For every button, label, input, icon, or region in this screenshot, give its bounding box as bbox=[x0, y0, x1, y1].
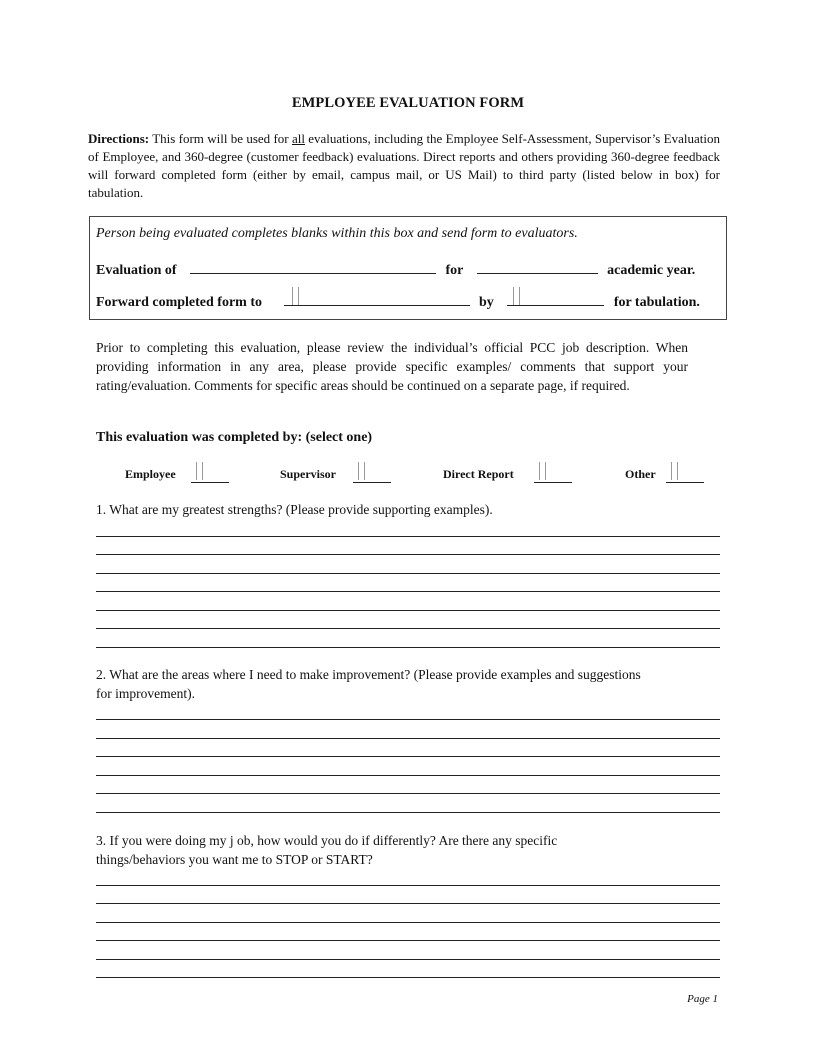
answer-line[interactable] bbox=[96, 738, 720, 739]
evaluation-of-label: Evaluation of bbox=[96, 263, 177, 278]
answer-line[interactable] bbox=[96, 885, 720, 886]
answer-line[interactable] bbox=[96, 812, 720, 813]
option-other bbox=[625, 467, 656, 482]
option-other-checkbox[interactable] bbox=[666, 462, 704, 483]
answer-line[interactable] bbox=[96, 628, 720, 629]
academic-year-blank[interactable] bbox=[477, 259, 598, 274]
answer-line[interactable] bbox=[96, 903, 720, 904]
option-supervisor-label: Supervisor bbox=[280, 467, 337, 481]
answer-line[interactable] bbox=[96, 940, 720, 941]
question-1: 1. What are my greatest strengths? (Please provide supporting examples). bbox=[96, 502, 493, 517]
for-label: for bbox=[445, 263, 464, 278]
box-instruction: Person being evaluated completes blanks within this box and send form to evaluators. bbox=[96, 226, 578, 241]
directions-underlined-word: all bbox=[291, 131, 305, 146]
forward-row bbox=[96, 291, 700, 311]
option-employee-label: Employee bbox=[125, 467, 176, 481]
answer-line[interactable] bbox=[96, 756, 720, 757]
answer-line[interactable] bbox=[96, 610, 720, 611]
answer-line[interactable] bbox=[96, 977, 720, 978]
page-number: Page 1 bbox=[687, 993, 718, 1005]
answer-line[interactable] bbox=[96, 573, 720, 574]
forward-label: Forward completed form to bbox=[96, 295, 263, 310]
directions-paragraph bbox=[88, 130, 720, 202]
intro-paragraph: Prior to completing this evaluation, please review the individual’s official PCC job description. When providing information in any area, please provide specific examples/ comments that support your rating/evaluation. Comments for specific areas should be continued on a separate page, if required. bbox=[96, 340, 688, 393]
answer-line[interactable] bbox=[96, 719, 720, 720]
by-label: by bbox=[479, 295, 494, 310]
option-direct-report bbox=[443, 467, 514, 482]
option-direct-report-checkbox[interactable] bbox=[534, 462, 572, 483]
question-2: 2. What are the areas where I need to make improvement? (Please provide examples and suggestions for improvement). bbox=[96, 667, 641, 701]
due-date-blank[interactable] bbox=[507, 291, 604, 306]
option-other-label: Other bbox=[625, 467, 656, 481]
answer-line[interactable] bbox=[96, 775, 720, 776]
option-supervisor bbox=[280, 467, 336, 482]
completed-by-options bbox=[0, 462, 816, 486]
evaluatee-name-blank[interactable] bbox=[190, 259, 436, 274]
forward-to-blank[interactable] bbox=[284, 291, 470, 306]
evaluatee-info-box bbox=[89, 216, 727, 320]
answer-line[interactable] bbox=[96, 591, 720, 592]
tabulation-label: for tabulation. bbox=[613, 295, 700, 310]
directions-text-after: evaluations, including the Employee Self-Assessment, Supervisor’s Evaluation of Employee, and 360-degree (customer feedback) evaluations. Direct reports and others providing 360-degree feedback will forward completed form (either by email, campus mail, or US Mail) to third party (listed below in box) for tabulation. bbox=[88, 131, 720, 200]
answer-line[interactable] bbox=[96, 536, 720, 537]
answer-line[interactable] bbox=[96, 793, 720, 794]
question-3: 3. If you were doing my j ob, how would you do if differently? Are there any specific things/behaviors you want me to STOP or START? bbox=[96, 833, 558, 867]
evaluation-of-row bbox=[96, 259, 695, 279]
option-direct-report-label: Direct Report bbox=[443, 467, 514, 481]
form-title: EMPLOYEE EVALUATION FORM bbox=[291, 95, 525, 111]
completed-by-heading: This evaluation was completed by: (select one) bbox=[96, 430, 373, 445]
answer-line[interactable] bbox=[96, 959, 720, 960]
option-employee bbox=[125, 467, 176, 482]
directions-label: Directions: bbox=[88, 131, 150, 146]
answer-line[interactable] bbox=[96, 922, 720, 923]
academic-year-label: academic year. bbox=[607, 263, 696, 278]
directions-text-before: This form will be used for bbox=[149, 131, 292, 146]
option-supervisor-checkbox[interactable] bbox=[353, 462, 391, 483]
answer-line[interactable] bbox=[96, 554, 720, 555]
answer-line[interactable] bbox=[96, 647, 720, 648]
option-employee-checkbox[interactable] bbox=[191, 462, 229, 483]
